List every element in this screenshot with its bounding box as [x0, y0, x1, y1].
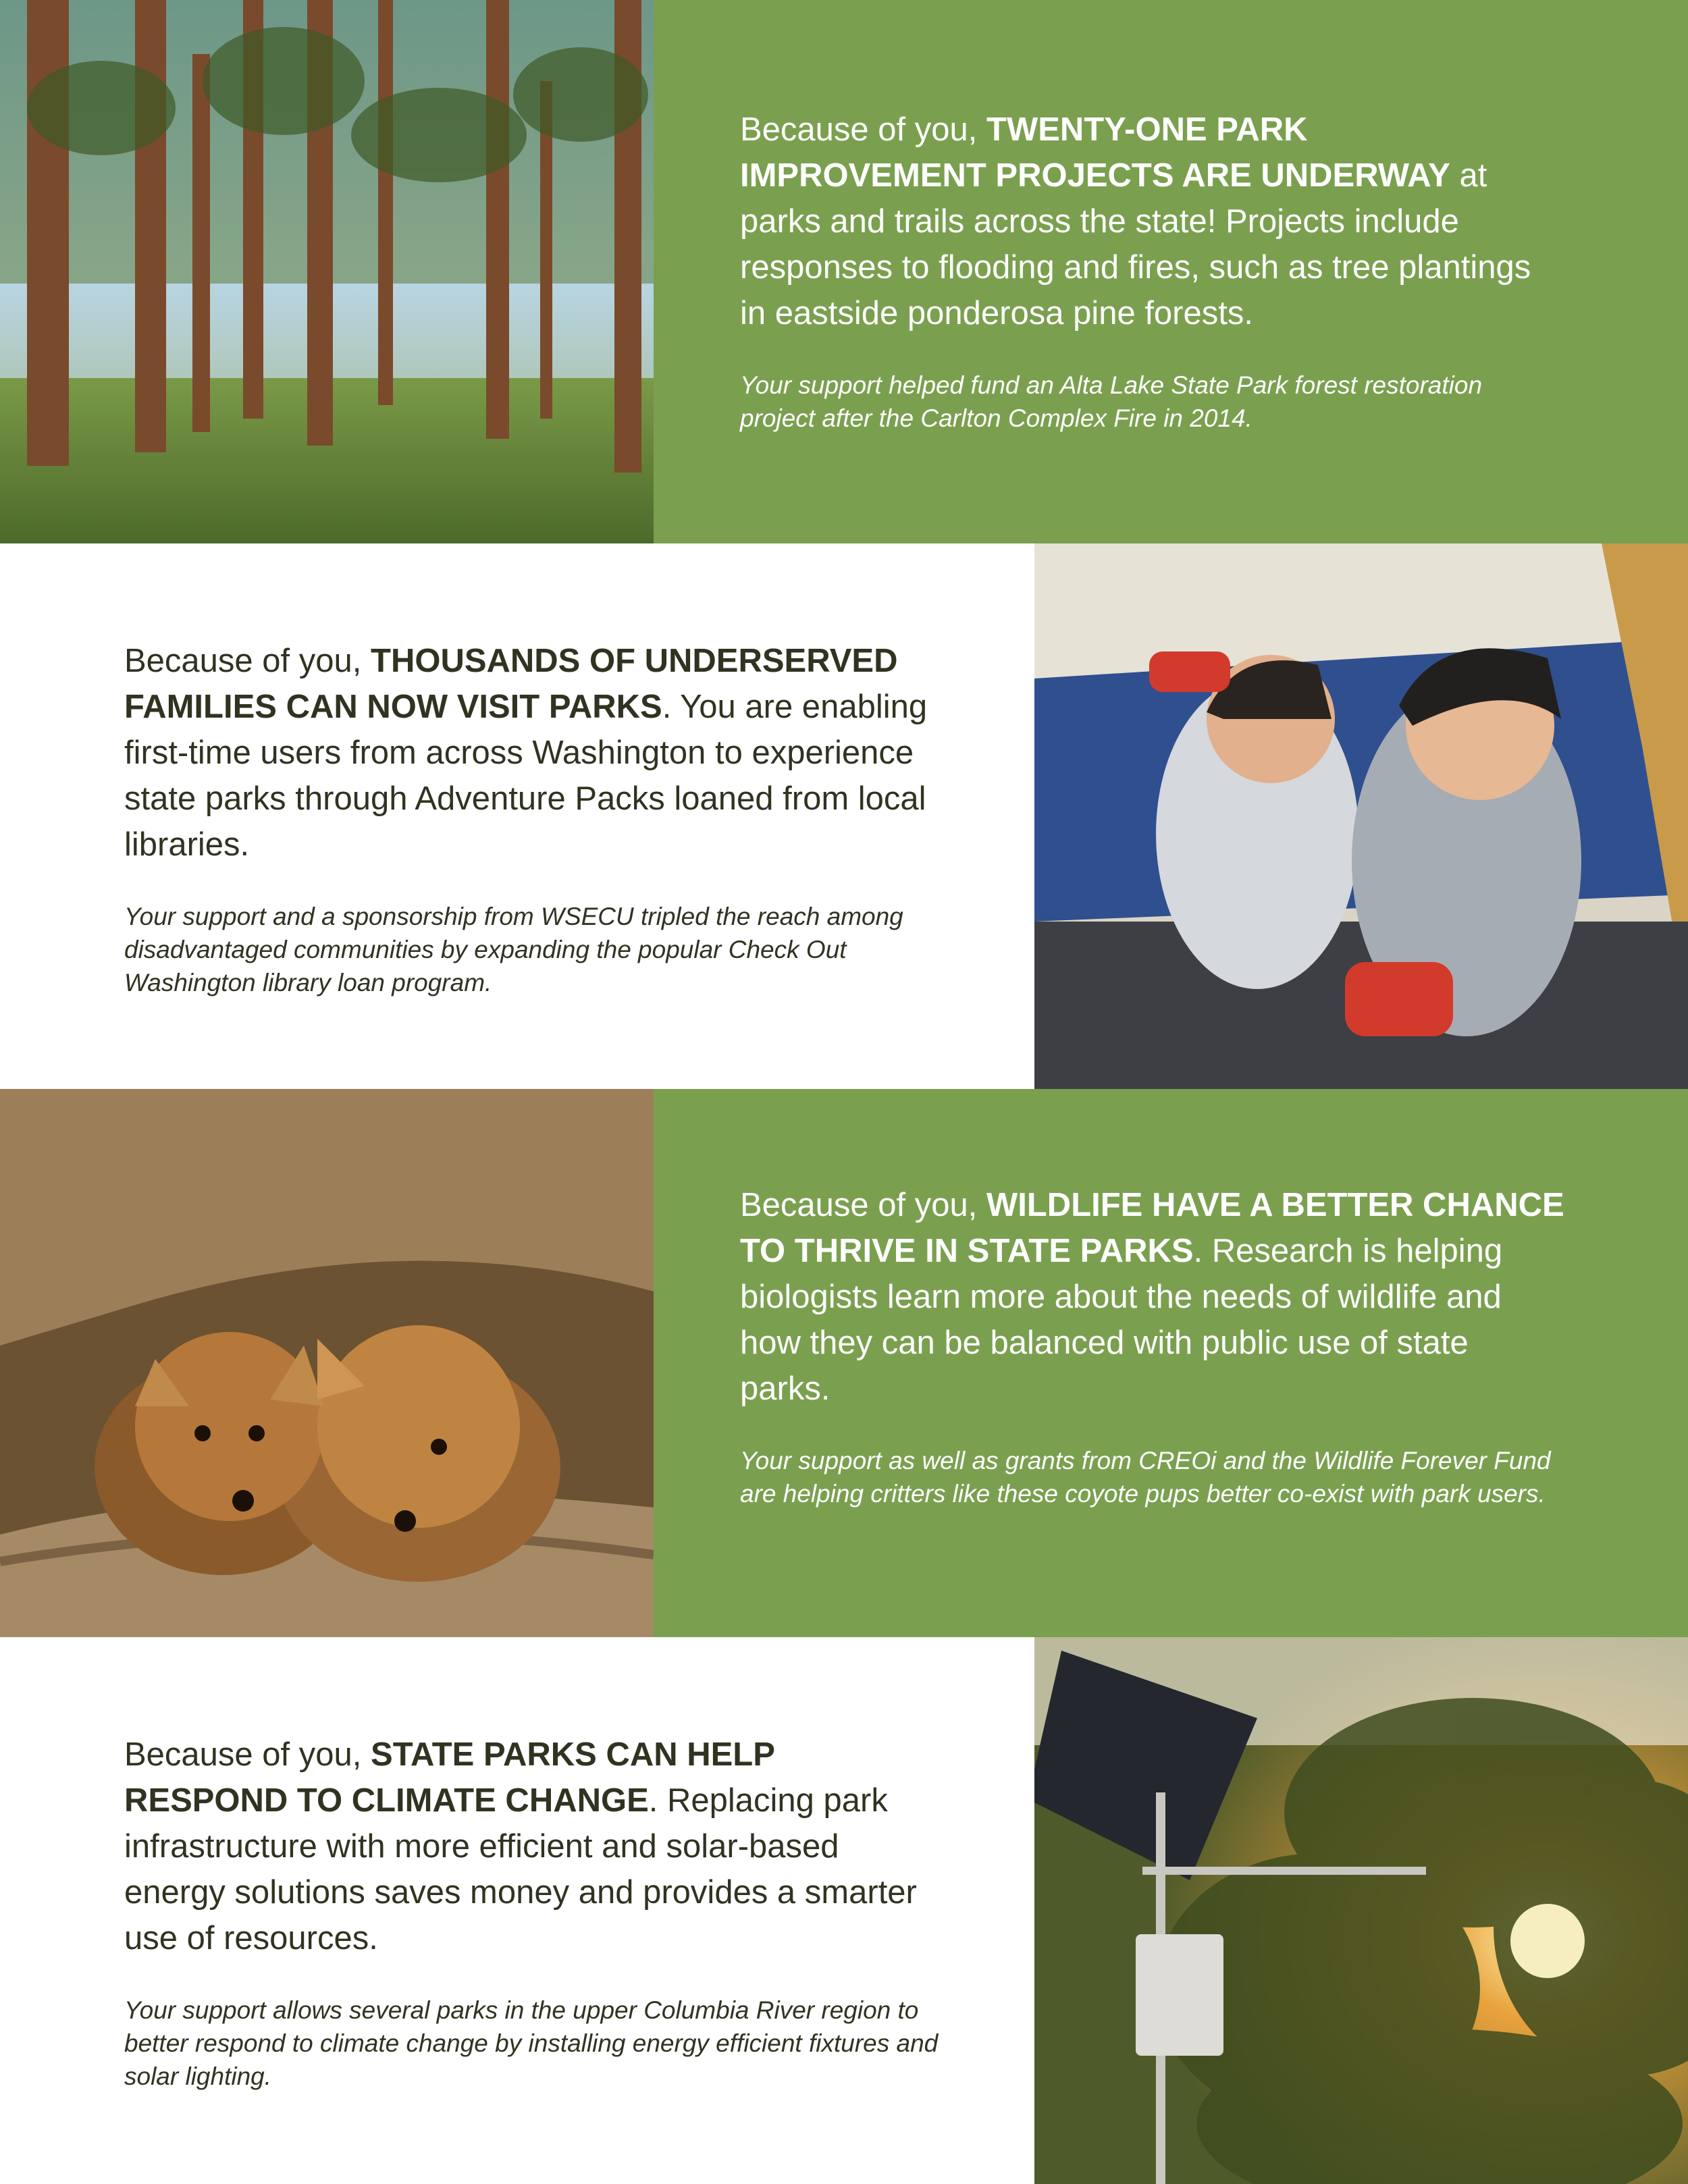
underserved-families-lead: Because of you, THOUSANDS OF UNDERSERVED FAMILIES CAN NOW VISIT PARKS. You are enabling first-time users from across Washington to experience state parks through Adventure Packs loaned from local libraries. — [124, 643, 928, 863]
ponderosa-pine-forest-photo — [0, 0, 654, 543]
coyote-pups-photo — [0, 1089, 654, 1637]
section-climate-change — [0, 1637, 1688, 2184]
underserved-families-note: Your support and a sponsorship from WSECU tripled the reach among disadvantaged communities by expanding the popular Check Out Washington library loan program. — [124, 903, 903, 996]
climate-change-panel — [0, 1637, 1034, 2184]
section-wildlife — [0, 1089, 1688, 1637]
park-improvements-lead: Because of you, TWENTY-ONE PARK IMPROVEMENT PROJECTS ARE UNDERWAY at parks and trails across the state! Projects include responses to flooding and fires, such as tree plantings in eastside ponderosa pine forests. — [740, 111, 1531, 331]
park-improvements-note: Your support helped fund an Alta Lake State Park forest restoration project after the Carlton Complex Fire in 2014. — [740, 371, 1483, 432]
children-binoculars-photo — [1034, 543, 1688, 1089]
underserved-families-panel — [0, 543, 1034, 1089]
climate-change-note: Your support allows several parks in the upper Columbia River region to better respond to climate change by installing energy efficient fixtures and solar lighting. — [124, 1996, 939, 2090]
wildlife-panel — [654, 1089, 1688, 1637]
wildlife-note: Your support as well as grants from CREOi and the Wildlife Forever Fund are helping critters like these coyote pups better co-exist with park users. — [740, 1447, 1551, 1508]
climate-change-lead: Because of you, STATE PARKS CAN HELP RESPOND TO CLIMATE CHANGE. Replacing park infrastructure with more efficient and solar-based energy solutions saves money and provides a smarter use of resources. — [124, 1736, 917, 1956]
section-underserved-families — [0, 543, 1688, 1089]
underserved-families-headline: THOUSANDS OF UNDERSERVED FAMILIES CAN NOW VISIT PARKS — [124, 643, 898, 725]
section-park-improvements — [0, 0, 1688, 543]
climate-change-headline: STATE PARKS CAN HELP RESPOND TO CLIMATE CHANGE — [124, 1736, 775, 1819]
wildlife-lead: Because of you, WILDLIFE HAVE A BETTER CHANCE TO THRIVE IN STATE PARKS. Research is helping biologists learn more about the needs of wildlife and how they can be balanced with public use of state parks. — [740, 1187, 1564, 1407]
wildlife-headline: WILDLIFE HAVE A BETTER CHANCE TO THRIVE IN STATE PARKS — [740, 1187, 1564, 1269]
park-improvements-headline: TWENTY-ONE PARK IMPROVEMENT PROJECTS ARE UNDERWAY — [740, 111, 1450, 194]
park-improvements-panel — [654, 0, 1688, 543]
solar-light-photo — [1034, 1637, 1688, 2184]
